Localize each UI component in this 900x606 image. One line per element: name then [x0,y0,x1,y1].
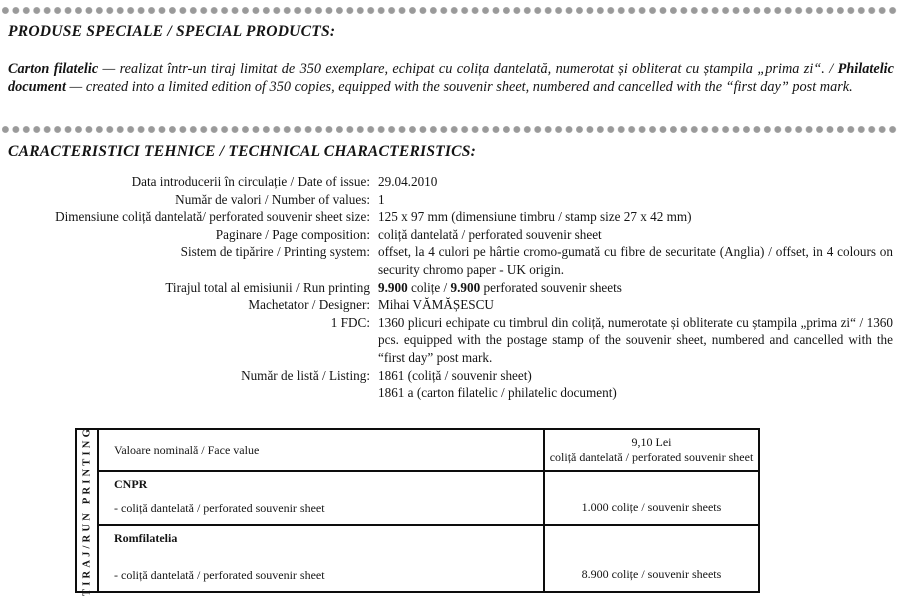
spec-label: Data introducerii în circulație / Date of issue: [131,174,370,189]
face-value-label: Valoare nominală / Face value [114,442,260,457]
spec-value: Mihai VĂMĂȘESCU [378,297,494,313]
distributor-name: Romfilatelia [114,531,178,545]
spec-label: Tirajul total al emisiunii / Run printing [165,279,370,295]
distributor-detail: - coliță dantelată / perforated souvenir sheet [114,568,325,582]
spec-row [8,208,893,226]
special-products-heading: PRODUSE SPECIALE / SPECIAL PRODUCTS: [8,23,336,40]
spec-label: Paginare / Page composition: [215,226,370,242]
print-run-side-label: TIRAJ/RUN PRINTING [81,425,93,596]
spec-label: Număr de listă / Listing: [241,367,370,383]
spec-label: Machetator / Designer: [248,297,370,313]
spec-label: Dimensiune coliță dantelată/ perforated souvenir sheet size: [55,209,370,225]
spec-row [8,173,893,191]
characteristics-list [8,173,893,402]
distributor-cell [99,472,543,524]
quantity-cell: 1.000 colițe / souvenir sheets [543,472,758,524]
spec-value: 29.04.2010 [378,174,438,189]
spec-label: 1 FDC: [330,314,370,330]
table-row [99,524,758,591]
spec-value: 1 [378,191,385,207]
spec-row [8,367,893,402]
distributor-cell [99,526,543,591]
dotted-divider-middle [2,125,898,134]
spec-value: offset, la 4 culori pe hârtie cromo-gumată cu fibre de securitate (Anglia) / offset, in 4 colours on security chromo paper - UK origin. [378,244,893,277]
spec-value: 125 x 97 mm (dimensiune timbru / stamp size 27 x 42 mm) [378,209,692,225]
spec-row [8,314,893,367]
face-value-sheet-type: coliță dantelată / perforated souvenir sheet [549,450,754,464]
distributor-name: CNPR [114,477,148,491]
spec-row [8,226,893,244]
face-value-amount [543,430,758,470]
spec-value: 1360 plicuri echipate cu timbrul din coliță, numerotate și obliterate cu ștampila „prima zi“ / 1360 pcs. equipped with the postage stamp of the souvenir sheet, numbered and cancelled with the “first day” post mark. [378,314,893,365]
spec-value: 1861 (coliță / souvenir sheet) 1861 a (carton filatelic / philatelic document) [378,367,617,401]
dotted-divider-top [2,6,898,15]
spec-row [8,191,893,209]
print-run-side-cell [77,425,99,596]
spec-row [8,296,893,314]
print-run-table [75,425,760,596]
technical-characteristics-heading: CARACTERISTICI TEHNICE / TECHNICAL CHARACTERISTICS: [8,143,477,160]
spec-value: coliță dantelată / perforated souvenir sheet [378,226,602,242]
special-products-paragraph: Carton filatelic — realizat într-un tiraj limitat de 350 exemplare, echipat cu colița dantelată, numerotat și obliterat cu ștampila „prima zi“. / Philatelic document — created into a limited edition of 350 copies, equipped with the souvenir sheet, numbered and cancelled with the “first day” post mark. [8,61,894,96]
face-value-lei: 9,10 Lei [631,435,672,449]
print-run-table-body [99,430,758,591]
table-header-row [99,430,758,470]
spec-row [8,279,893,297]
quantity-cell: 8.900 colițe / souvenir sheets [543,526,758,591]
spec-label: Număr de valori / Number of values: [175,191,370,207]
table-row [99,470,758,524]
spec-value: 9.900 colițe / 9.900 perforated souvenir sheets [378,279,622,295]
spec-label: Sistem de tipărire / Printing system: [180,244,370,260]
distributor-detail: - coliță dantelată / perforated souvenir sheet [114,501,325,515]
spec-row [8,243,893,278]
